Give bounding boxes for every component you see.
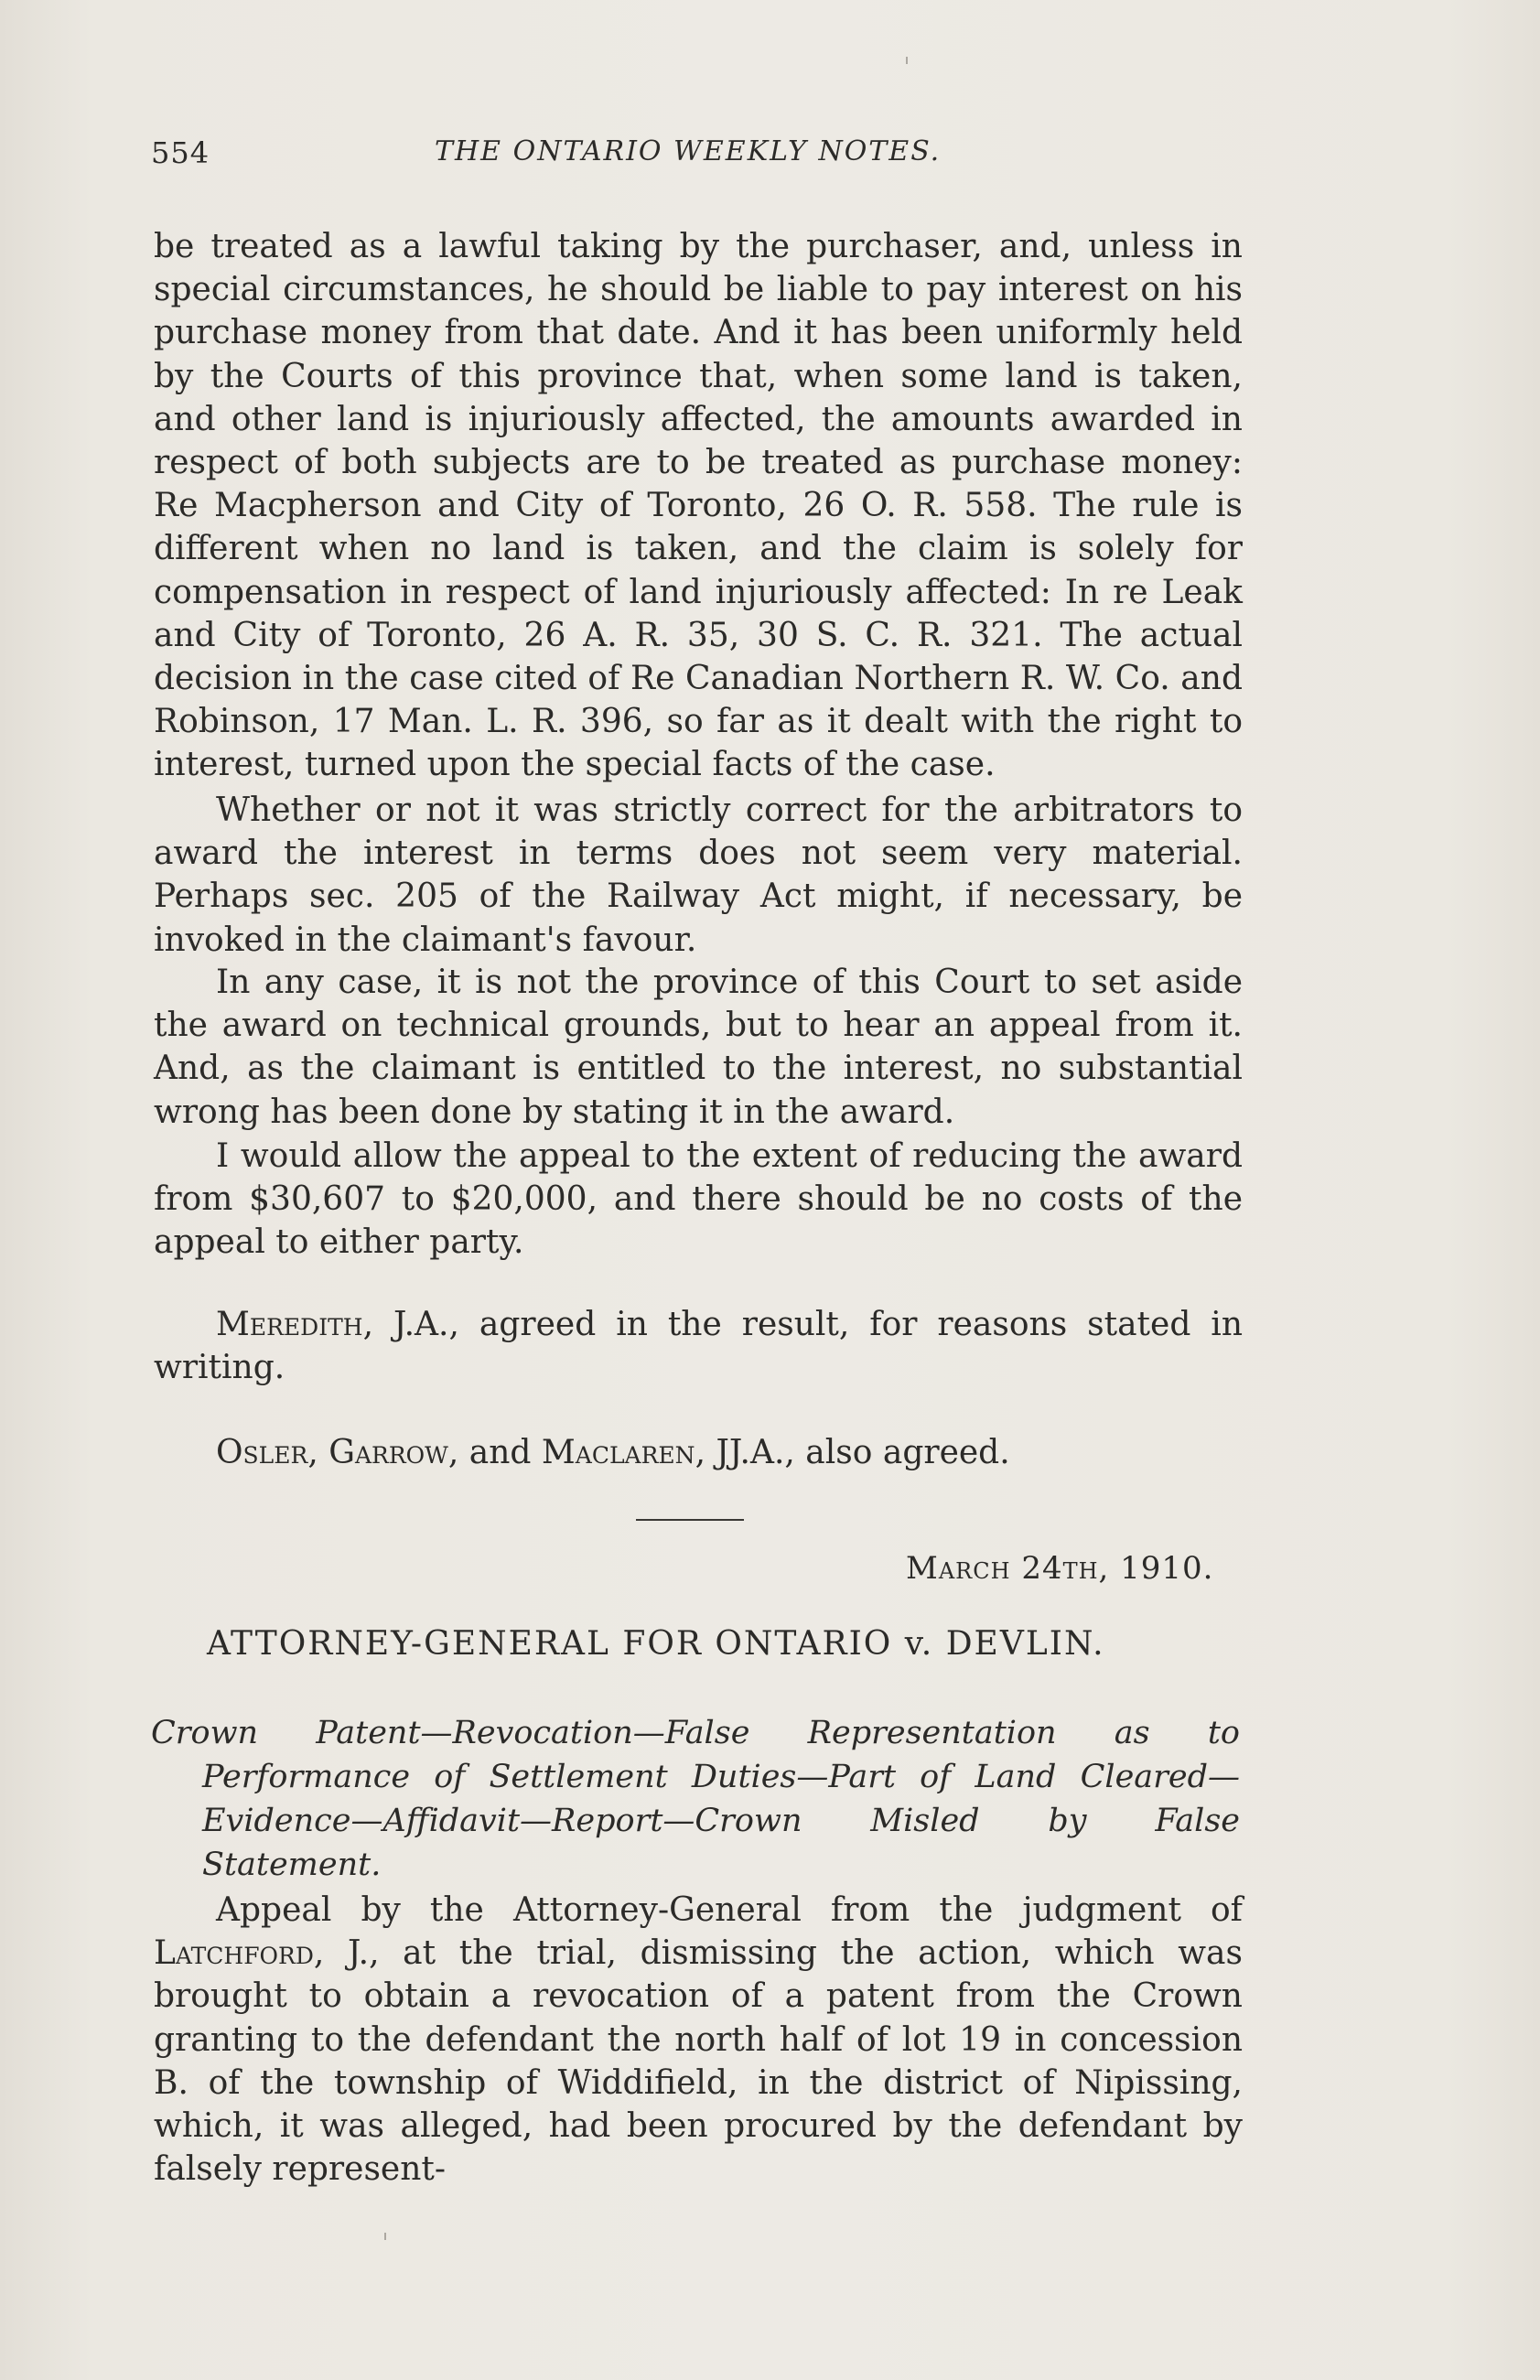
paper-speck bbox=[906, 57, 908, 64]
concurrence-others bbox=[154, 1431, 1243, 1474]
body-paragraph-3 bbox=[154, 961, 1243, 1134]
body-paragraph-4 bbox=[154, 1135, 1243, 1265]
paragraph-text: be treated as a lawful taking by the purchaser, and, unless in special circumstances, he should be liable to pay interest on his purchase money from that date. And it has been uniformly held by the Courts of this province that, when some land is taken, and other land is injuriously affected, the amounts awarded in respect of both subjects are to be treated as purchase money: Re Macpherson and City of Toronto, 26 O. R. 558. The rule is different when no land is taken, and the claim is solely for compensation in respect of land injuriously affected: In re Leak and City of Toronto, 26 A. R. 35, 30 S. C. R. 321. The actual decision in the case cited of Re Canadian Northern R. W. Co. and Robinson, 17 Man. L. R. 396, so far as it dealt with the right to interest, turned upon the special facts of the case. bbox=[154, 228, 1243, 784]
case-headnote: Crown Patent—Revocation—False Representation as to Performance of Settlement Duties—Part of Land Cleared—Evidence—Affidavit—Report—Crown Misled by False Statement. bbox=[151, 1715, 1240, 1883]
appeal-text: , J., at the trial, dismissing the action, which was brought to obtain a revocation of a patent from the Crown granting to the defendant the north half of lot 19 in concession B. of the township of Widdifield, in the district of Nipissing, which, it was alleged, had been procured by the defendant by falsely represent- bbox=[154, 1934, 1243, 2189]
separator: , bbox=[307, 1434, 329, 1471]
judge-name: Meredith bbox=[216, 1306, 363, 1343]
appeal-intro: Appeal by the Attorney-General from the judgment of bbox=[216, 1891, 1243, 1929]
judge-name: Maclaren bbox=[541, 1434, 695, 1471]
paper-speck bbox=[384, 2233, 386, 2240]
paragraph-text bbox=[154, 1889, 1243, 2191]
section-divider bbox=[636, 1519, 744, 1521]
judge-name: Osler bbox=[216, 1434, 308, 1471]
concurrence-text: , J.A., agreed in the result, for reasons stated in writing. bbox=[154, 1306, 1243, 1387]
body-paragraph-1 bbox=[154, 225, 1243, 787]
paragraph-text: Whether or not it was strictly correct for the arbitrators to award the interest in terms does not seem very material. Perhaps sec. 205 of the Railway Act might, if necessary, be invoked in the claimant's favour. bbox=[154, 792, 1243, 959]
paragraph-text: I would allow the appeal to the extent of reducing the award from $30,607 to $20,000, and there should be no costs of the appeal to either party. bbox=[154, 1137, 1243, 1262]
paragraph-text: In any case, it is not the province of this Court to set aside the award on technical grounds, but to hear an appeal from it. And, as the claimant is entitled to the interest, no substantial wrong has been done by stating it in the award. bbox=[154, 964, 1243, 1131]
concurrence-meredith bbox=[154, 1303, 1243, 1389]
judge-name: Garrow bbox=[328, 1434, 448, 1471]
decision-date: March 24th, 1910. bbox=[906, 1550, 1214, 1587]
page-number: 554 bbox=[151, 135, 210, 170]
judge-name: Latchford bbox=[154, 1934, 314, 1973]
running-head: THE ONTARIO WEEKLY NOTES. bbox=[435, 135, 942, 167]
body-paragraph-2 bbox=[154, 789, 1243, 962]
concurrence-text: , JJ.A., also agreed. bbox=[695, 1434, 1010, 1471]
page-header bbox=[151, 135, 1249, 181]
appeal-paragraph bbox=[154, 1889, 1243, 2191]
case-title: ATTORNEY-GENERAL FOR ONTARIO v. DEVLIN. bbox=[207, 1625, 1105, 1663]
paragraph-text bbox=[154, 1303, 1243, 1389]
paragraph-text bbox=[154, 1431, 1243, 1474]
separator: , and bbox=[447, 1434, 542, 1471]
